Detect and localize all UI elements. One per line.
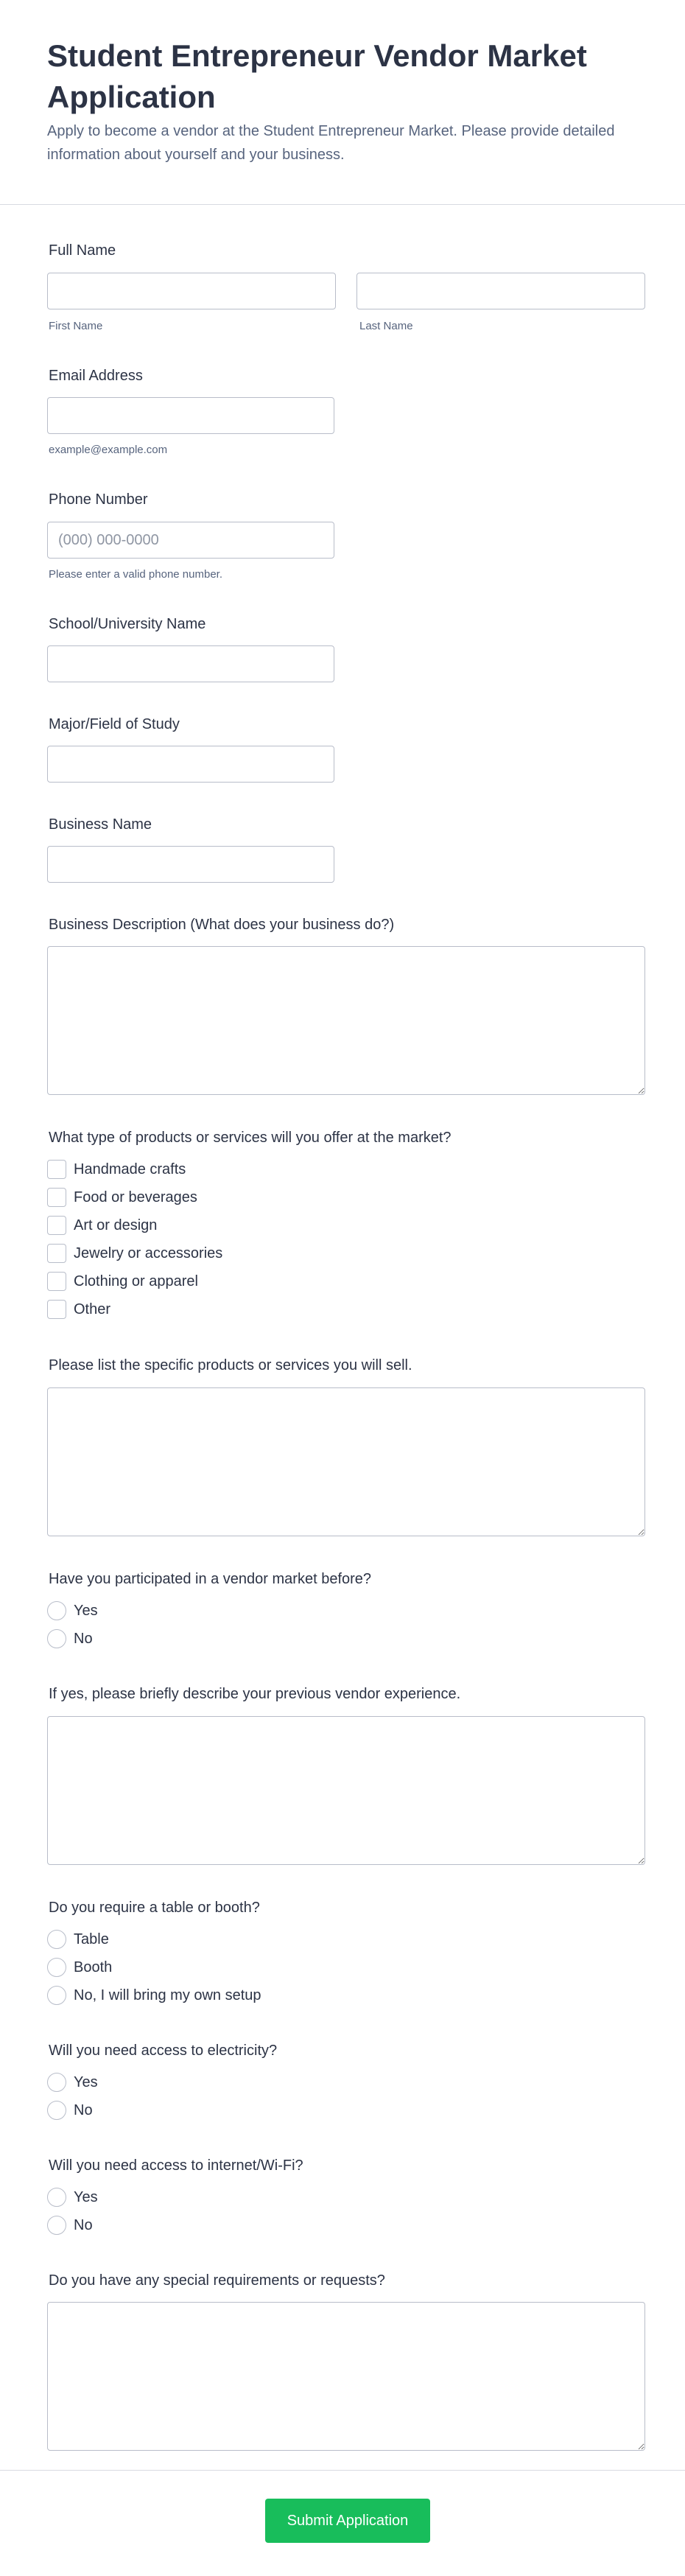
checkbox-option-label: Food or beverages [74,1189,197,1205]
checkbox-option[interactable] [47,1187,197,1208]
radio-circle[interactable] [47,1930,66,1949]
checkbox-box[interactable] [47,1244,66,1263]
checkbox-option[interactable] [47,1299,110,1320]
radio-option[interactable] [47,2187,98,2208]
checkbox-option-label: Jewelry or accessories [74,1245,223,1261]
radio-circle[interactable] [47,2216,66,2235]
radio-option-label: No [74,2102,93,2118]
electricity-label: Will you need access to electricity? [49,2043,278,2059]
phone-sublabel: Please enter a valid phone number. [49,568,222,581]
product-list-textarea[interactable] [47,1387,645,1536]
business-description-label: Business Description (What does your business do?) [49,917,395,933]
phone-label: Phone Number [49,491,148,508]
radio-option-label: No [74,1631,93,1647]
school-input[interactable] [47,645,334,682]
checkbox-option-label: Other [74,1301,111,1317]
page-title: Student Entrepreneur Vendor Market Application [47,38,587,114]
radio-option-label: No, I will bring my own setup [74,1987,261,2003]
page-subtitle: Apply to become a vendor at the Student Entrepreneur Market. Please provide detailed information about yourself and your business. [47,123,615,163]
school-label: School/University Name [49,616,206,632]
radio-option-label: Yes [74,2074,98,2090]
radio-option[interactable] [47,1957,112,1978]
radio-option[interactable] [47,1628,93,1649]
radio-circle[interactable] [47,2073,66,2092]
business-description-textarea[interactable] [47,946,645,1095]
radio-option[interactable] [47,2100,93,2121]
radio-circle[interactable] [47,2101,66,2120]
checkbox-box[interactable] [47,1272,66,1291]
product-list-label: Please list the specific products or services you will sell. [49,1357,412,1373]
product-types-label: What type of products or services will you offer at the market? [49,1130,452,1146]
checkbox-option[interactable] [47,1243,222,1264]
participated-label: Have you participated in a vendor market before? [49,1571,372,1587]
last-name-input[interactable] [356,273,645,309]
checkbox-option[interactable] [47,1159,186,1180]
business-name-input[interactable] [47,846,334,883]
checkbox-box[interactable] [47,1160,66,1179]
experience-textarea[interactable] [47,1716,645,1865]
radio-option-label: Booth [74,1959,113,1975]
checkbox-option-label: Art or design [74,1217,158,1233]
radio-option-label: Yes [74,2189,98,2205]
radio-option[interactable] [47,2215,93,2236]
radio-circle[interactable] [47,1601,66,1620]
radio-circle[interactable] [47,1958,66,1977]
last-name-sublabel: Last Name [359,320,413,332]
radio-circle[interactable] [47,1629,66,1648]
checkbox-box[interactable] [47,1188,66,1207]
form-header [0,0,685,205]
radio-circle[interactable] [47,1986,66,2005]
form-footer [0,2470,685,2576]
table-booth-label: Do you require a table or booth? [49,1900,260,1916]
checkbox-box[interactable] [47,1216,66,1235]
email-input[interactable] [47,397,334,434]
radio-circle[interactable] [47,2188,66,2207]
radio-option-label: No [74,2217,93,2233]
special-requirements-label: Do you have any special requirements or requests? [49,2272,385,2289]
first-name-sublabel: First Name [49,320,103,332]
radio-option[interactable] [47,1600,98,1621]
email-label: Email Address [49,368,143,384]
special-requirements-textarea[interactable] [47,2302,645,2451]
internet-label: Will you need access to internet/Wi-Fi? [49,2157,303,2174]
major-input[interactable] [47,746,334,783]
submit-button[interactable]: Submit Application [265,2499,430,2543]
checkbox-option-label: Clothing or apparel [74,1273,198,1289]
radio-option[interactable] [47,1929,109,1950]
checkbox-option-label: Handmade crafts [74,1161,186,1177]
experience-label: If yes, please briefly describe your previous vendor experience. [49,1686,461,1702]
checkbox-option[interactable] [47,1271,198,1292]
radio-option[interactable] [47,2072,98,2093]
email-sublabel: example@example.com [49,444,168,456]
business-name-label: Business Name [49,816,152,833]
radio-option-label: Table [74,1931,109,1947]
radio-option-label: Yes [74,1603,98,1619]
major-label: Major/Field of Study [49,716,180,732]
first-name-input[interactable] [47,273,336,309]
phone-input[interactable] [47,522,334,559]
radio-option[interactable] [47,1985,261,2006]
full-name-label: Full Name [49,242,116,259]
checkbox-option[interactable] [47,1215,157,1236]
checkbox-box[interactable] [47,1300,66,1319]
